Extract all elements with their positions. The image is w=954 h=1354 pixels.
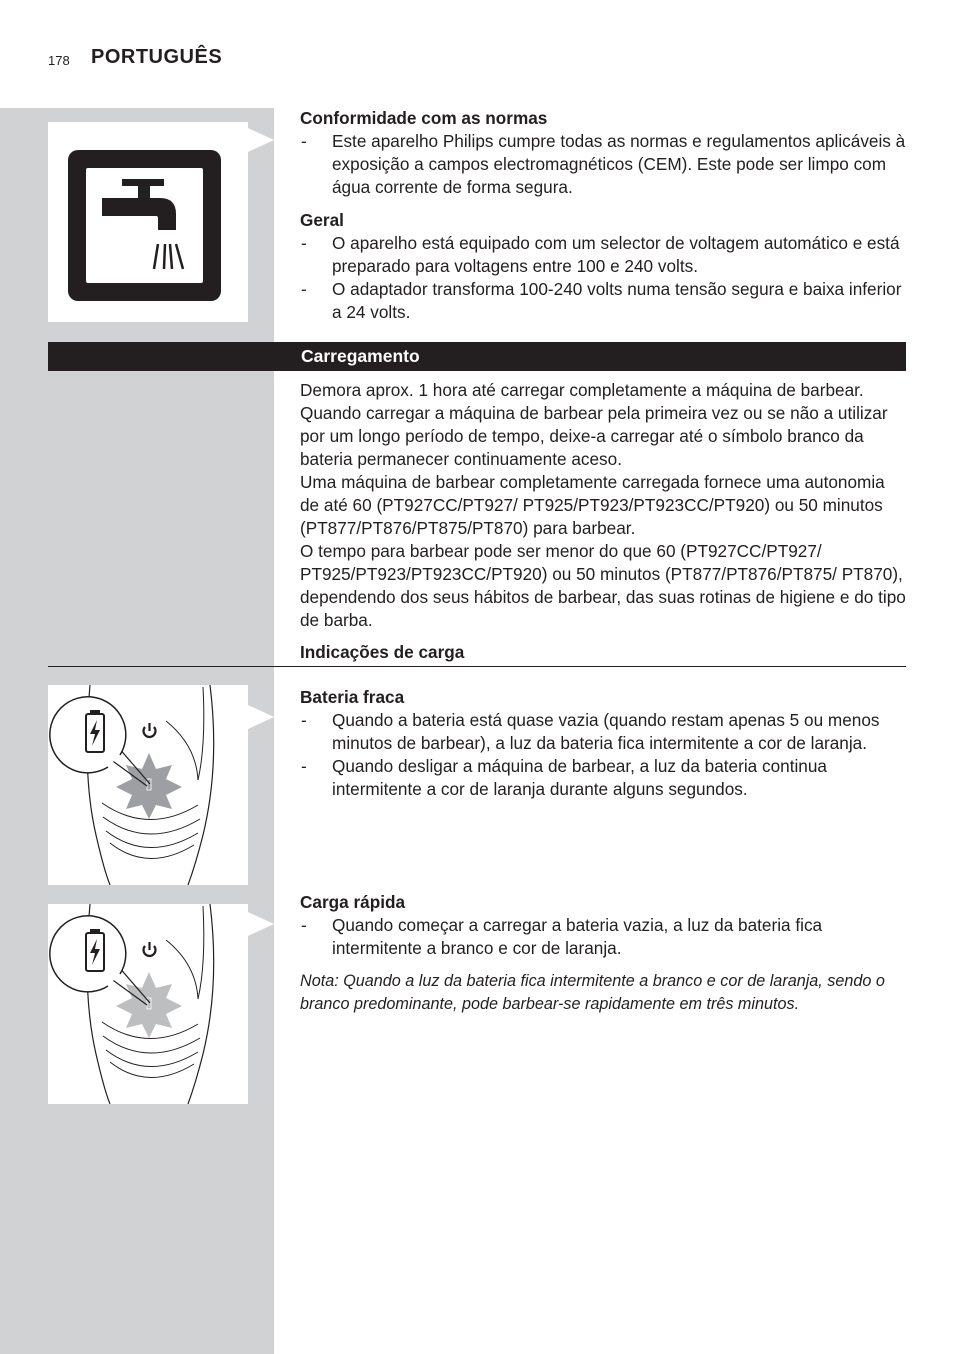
illustration-pointer — [248, 128, 274, 152]
list-dash: - — [301, 756, 307, 776]
low-battery-list — [300, 709, 906, 801]
illustration-pointer — [248, 705, 274, 729]
list-dash: - — [301, 915, 307, 935]
shaver-quick-charge-illustration — [48, 904, 248, 1104]
compliance-section — [300, 107, 906, 199]
quick-charge-note-block — [300, 970, 906, 1016]
list-dash: - — [301, 131, 307, 151]
faucet-icon — [48, 122, 248, 322]
charging-paragraph: Uma máquina de barbear completamente carregada fornece uma autonomia de até 60 (PT927CC/PT927/ PT925/PT923/PT923CC/PT920) ou 50 minutos (PT877/PT876/PT875/PT870) para barbear. — [300, 472, 885, 538]
section-title: Carregamento — [301, 346, 420, 366]
list-dash: - — [301, 279, 307, 299]
charging-paragraph: O tempo para barbear pode ser menor do que 60 (PT927CC/PT927/ PT925/PT923/PT923CC/PT920) ou 50 minutos (PT877/PT876/PT875/ PT870), dependendo dos seus hábitos de barbear, das suas rotinas de higiene e do tipo de barba. — [300, 541, 906, 630]
quick-charge-heading: Carga rápida — [300, 892, 406, 912]
charging-body — [300, 379, 906, 632]
list-item: - Este aparelho Philips cumpre todas as normas e regulamentos aplicáveis à exposição a campos electromagnéticos (CEM). Este pode ser limpo com água corrente de forma segura. — [301, 131, 906, 197]
list-item: - O adaptador transforma 100-240 volts numa tensão segura e baixa inferior a 24 volts. — [301, 279, 902, 322]
list-item: - Quando desligar a máquina de barbear, a luz da bateria continua intermitente a cor de laranja durante alguns segundos. — [301, 756, 827, 799]
low-battery-section — [300, 686, 906, 801]
section-bar-charging — [48, 342, 906, 371]
general-list — [300, 232, 906, 324]
list-item: - Quando a bateria está quase vazia (quando restam apenas 5 ou menos minutos de barbear), a luz da bateria fica intermitente a cor de laranja. — [301, 710, 880, 753]
list-dash: - — [301, 233, 307, 253]
list-item: - O aparelho está equipado com um selector de voltagem automático e está preparado para voltagens entre 100 e 240 volts. — [301, 233, 900, 276]
tap-water-illustration — [48, 122, 248, 322]
page-language-title: PORTUGUÊS — [91, 46, 223, 68]
quick-charge-list — [300, 914, 906, 960]
shaver-battery-light-icon — [48, 904, 248, 1104]
charge-indications-heading-block — [300, 641, 906, 664]
quick-charge-section — [300, 891, 906, 960]
illustration-pointer — [248, 912, 274, 936]
list-item: - Quando começar a carregar a bateria vazia, a luz da bateria fica intermitente a branco e cor de laranja. — [301, 915, 823, 958]
list-dash: - — [301, 710, 307, 730]
section-divider — [48, 666, 906, 667]
general-heading: Geral — [300, 210, 344, 230]
general-section — [300, 209, 906, 324]
charge-indications-heading: Indicações de carga — [300, 642, 465, 662]
compliance-heading: Conformidade com as normas — [300, 108, 548, 128]
quick-charge-note: Nota: Quando a luz da bateria fica intermitente a branco e cor de laranja, sendo o branco predominante, pode barbear-se rapidamente em três minutos. — [300, 972, 885, 1013]
compliance-list — [300, 130, 906, 199]
page-number: 178 — [48, 53, 70, 68]
shaver-battery-light-icon — [48, 685, 248, 885]
shaver-low-battery-illustration — [48, 685, 248, 885]
charging-paragraph: Demora aprox. 1 hora até carregar completamente a máquina de barbear. Quando carregar a máquina de barbear pela primeira vez ou se não a utilizar por um longo período de tempo, deixe-a carregar até o símbolo branco da bateria permanecer continuamente aceso. — [300, 380, 888, 469]
low-battery-heading: Bateria fraca — [300, 687, 405, 707]
